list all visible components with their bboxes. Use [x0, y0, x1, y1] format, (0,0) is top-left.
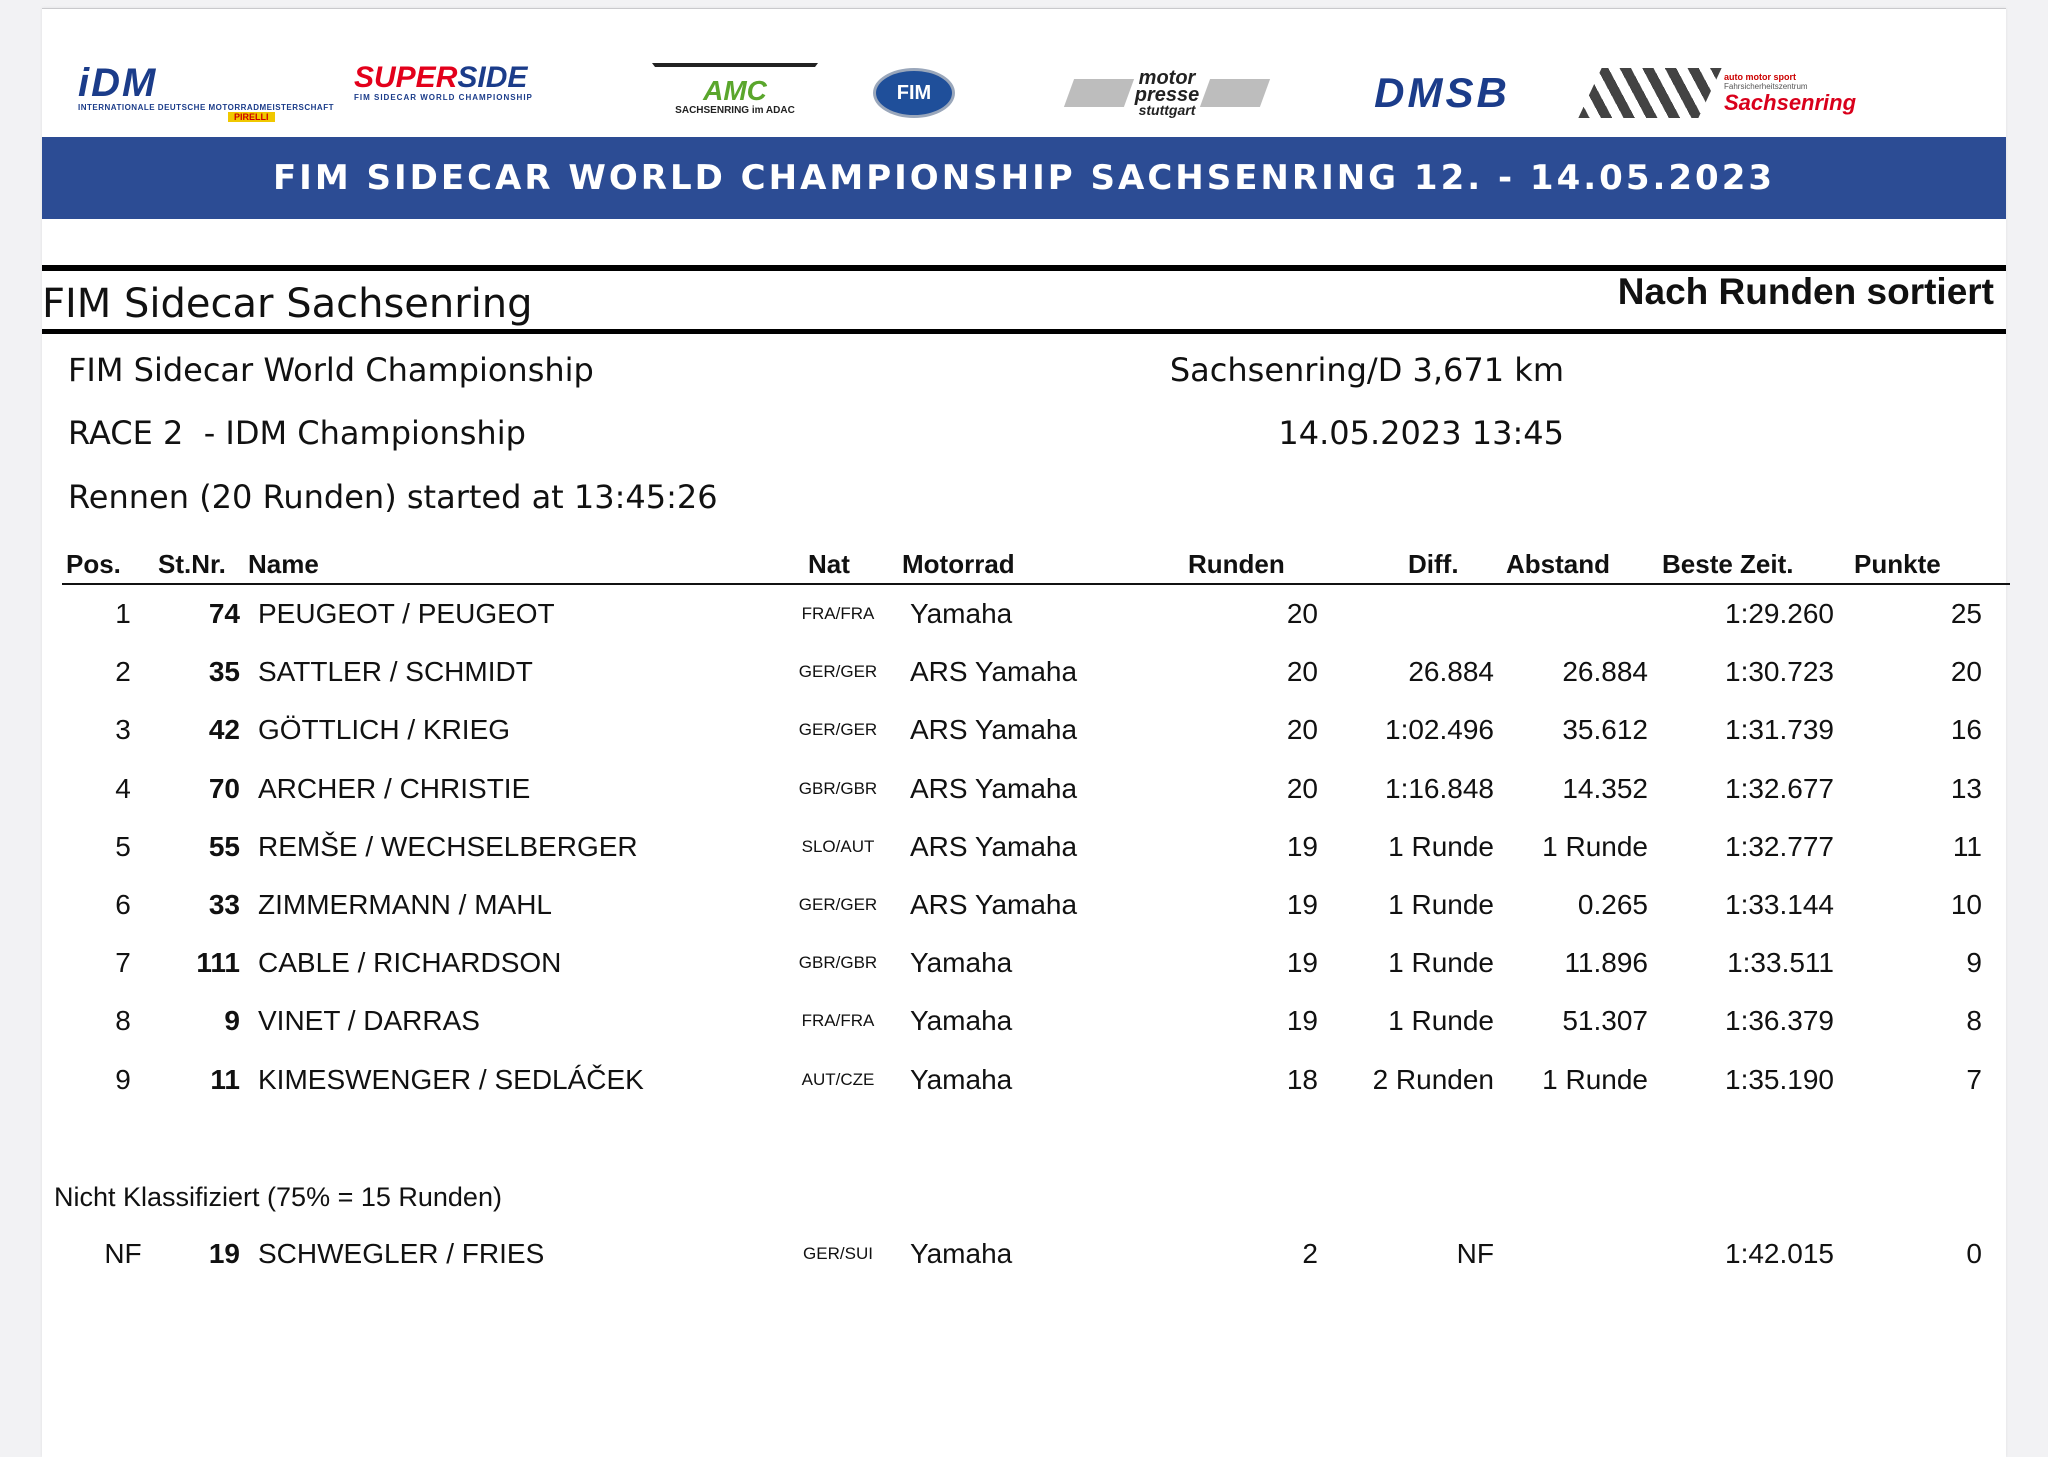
cell-laps: 20	[1286, 772, 1318, 804]
cell-name: REMŠE / WECHSELBERGER	[258, 830, 638, 862]
cell-laps: 20	[1286, 598, 1318, 629]
motorpresse-bar-right	[1200, 79, 1270, 107]
cell-points: 7	[1966, 1063, 1982, 1095]
cell-name: SCHWEGLER / FRIES	[258, 1238, 545, 1269]
sachsenring-logo	[1590, 63, 1970, 123]
cell-diff: NF	[1456, 1238, 1494, 1269]
table-row	[62, 643, 2010, 701]
cell-points: 20	[1950, 656, 1982, 688]
cell-gap: 35.612	[1562, 714, 1648, 746]
circuit-info: Sachsenring/D 3,671 km	[1169, 351, 1564, 389]
cell-laps: 19	[1286, 947, 1318, 979]
cell-name: PEUGEOT / PEUGEOT	[258, 598, 555, 629]
cell-diff: 1 Runde	[1388, 947, 1494, 979]
results-table-header	[62, 547, 2010, 585]
cell-points: 9	[1966, 947, 1982, 979]
cell-points: 0	[1966, 1238, 1982, 1269]
page-title: FIM Sidecar Sachsenring	[42, 281, 533, 327]
table-row	[62, 701, 2010, 759]
cell-stnr: 42	[208, 714, 240, 746]
cell-name: KIMESWENGER / SEDLÁČEK	[258, 1063, 644, 1095]
col-gap: Abstand	[1506, 549, 1610, 579]
cell-bike: Yamaha	[910, 1005, 1013, 1037]
championship-name: FIM Sidecar World Championship	[68, 351, 594, 389]
idm-logo-word: iDM	[78, 61, 158, 105]
cell-nat: GER/GER	[798, 720, 878, 740]
cell-points: 25	[1950, 598, 1982, 629]
table-row	[62, 585, 2010, 643]
checkered-flag-icon	[1578, 68, 1721, 118]
col-points: Punkte	[1854, 549, 1941, 579]
event-banner: FIM SIDECAR WORLD CHAMPIONSHIP SACHSENRING 12. - 14.05.2023	[42, 137, 2006, 219]
cell-pos: 6	[115, 889, 131, 920]
amc-logo	[650, 63, 820, 123]
cell-diff: 1 Runde	[1388, 889, 1494, 920]
cell-nat: GER/GER	[798, 895, 878, 914]
cell-laps: 18	[1286, 1063, 1318, 1095]
cell-best: 1:42.015	[1725, 1238, 1834, 1269]
sachsenring-top: Fahrsicherheitszentrum	[1724, 81, 1808, 91]
cell-bike: ARS Yamaha	[910, 830, 1078, 862]
cell-points: 8	[1966, 1005, 1982, 1037]
table-row	[62, 818, 2010, 876]
cell-points: 10	[1950, 889, 1982, 920]
cell-bike: Yamaha	[910, 1238, 1013, 1269]
cell-diff: 1:02.496	[1385, 714, 1494, 746]
idm-logo	[78, 63, 338, 123]
amc-logo-word: AMC	[703, 75, 767, 106]
col-diff: Diff.	[1408, 549, 1459, 579]
cell-best: 1:33.511	[1727, 947, 1834, 979]
cell-gap: 51.307	[1562, 1005, 1648, 1037]
sort-label: Nach Runden sortiert	[1617, 271, 1994, 312]
motorpresse-bar-left	[1064, 79, 1134, 107]
cell-nat: FRA/FRA	[801, 1011, 875, 1031]
title-rule-bottom	[42, 329, 2006, 334]
motorpresse-line1: motor	[1138, 66, 1196, 89]
cell-laps: 2	[1302, 1238, 1318, 1269]
cell-stnr: 9	[224, 1005, 240, 1037]
cell-laps: 19	[1286, 1005, 1318, 1037]
cell-best: 1:32.677	[1725, 772, 1834, 804]
cell-nat: SLO/AUT	[801, 836, 875, 856]
cell-diff: 2 Runden	[1372, 1063, 1494, 1095]
cell-bike: Yamaha	[910, 947, 1013, 979]
cell-gap: 1 Runde	[1542, 1063, 1648, 1095]
cell-name: VINET / DARRAS	[258, 1005, 480, 1037]
cell-diff: 1 Runde	[1388, 1005, 1494, 1037]
cell-pos: 9	[115, 1063, 131, 1095]
cell-bike: ARS Yamaha	[910, 889, 1078, 920]
col-best: Beste Zeit.	[1662, 549, 1794, 579]
cell-gap: 1 Runde	[1542, 830, 1648, 862]
race-name: RACE 2 - IDM Championship	[68, 414, 526, 452]
col-nat: Nat	[808, 549, 850, 579]
cell-diff: 26.884	[1408, 656, 1494, 688]
sponsor-logos	[42, 49, 2006, 139]
race-start-info: Rennen (20 Runden) started at 13:45:26	[68, 478, 718, 516]
cell-gap: 14.352	[1562, 772, 1648, 804]
cell-laps: 19	[1286, 889, 1318, 920]
superside-word-b: SIDE	[457, 61, 528, 94]
race-datetime: 14.05.2023 13:45	[1278, 414, 1564, 452]
cell-gap: 11.896	[1564, 947, 1648, 979]
fim-logo	[854, 63, 974, 123]
motorpresse-line2: presse	[1134, 83, 1200, 106]
cell-name: ARCHER / CHRISTIE	[258, 772, 531, 804]
dmsb-logo: DMSB	[1374, 69, 1510, 116]
cell-pos: 3	[115, 714, 131, 746]
cell-laps: 20	[1286, 714, 1318, 746]
cell-best: 1:33.144	[1725, 889, 1834, 920]
results-sheet	[42, 8, 2006, 1457]
cell-best: 1:31.739	[1725, 714, 1834, 746]
table-row	[62, 1051, 2010, 1109]
sachsenring-sponsor: auto motor sport	[1724, 71, 1796, 82]
cell-name: SATTLER / SCHMIDT	[258, 656, 533, 688]
pirelli-logo: PIRELLI	[228, 112, 275, 122]
cell-stnr: 74	[208, 598, 240, 629]
cell-nat: GER/GER	[798, 662, 878, 682]
superside-subtitle: FIM SIDECAR WORLD CHAMPIONSHIP	[354, 93, 533, 102]
cell-points: 13	[1950, 772, 1982, 804]
table-row	[62, 876, 2010, 934]
cell-stnr: 35	[208, 656, 240, 688]
cell-best: 1:36.379	[1725, 1005, 1834, 1037]
cell-stnr: 70	[208, 772, 240, 804]
col-pos: Pos.	[66, 549, 121, 579]
cell-gap: 26.884	[1562, 656, 1648, 688]
cell-bike: ARS Yamaha	[910, 772, 1078, 804]
not-classified-note: Nicht Klassifiziert (75% = 15 Runden)	[54, 1182, 502, 1212]
cell-pos: 2	[115, 656, 131, 688]
cell-pos: 5	[115, 830, 131, 862]
cell-bike: ARS Yamaha	[910, 714, 1078, 746]
cell-laps: 19	[1286, 830, 1318, 862]
cell-nat: GBR/GBR	[798, 778, 878, 798]
cell-pos: 4	[115, 772, 131, 804]
cell-bike: Yamaha	[910, 1063, 1013, 1095]
sachsenring-word: Sachsenring	[1724, 89, 1857, 115]
fim-badge: FIM	[873, 68, 955, 118]
cell-nat: GER/SUI	[803, 1244, 873, 1263]
table-row	[62, 934, 2010, 992]
cell-bike: Yamaha	[910, 598, 1013, 629]
col-stnr: St.Nr.	[158, 549, 226, 579]
idm-logo-subtitle: INTERNATIONALE DEUTSCHE MOTORRADMEISTERSCHAFT	[78, 103, 334, 112]
cell-best: 1:30.723	[1725, 656, 1834, 688]
cell-stnr: 55	[208, 830, 240, 862]
superside-word-a: SUPER	[354, 61, 458, 94]
cell-pos: 8	[115, 1005, 131, 1037]
amc-logo-subtitle: SACHSENRING im ADAC	[675, 105, 795, 116]
cell-stnr: 33	[208, 889, 240, 920]
cell-pos: 1	[115, 598, 131, 629]
cell-pos: 7	[115, 947, 131, 979]
cell-stnr: 19	[208, 1238, 240, 1269]
cell-best: 1:29.260	[1725, 598, 1834, 629]
cell-name: CABLE / RICHARDSON	[258, 947, 562, 979]
cell-name: ZIMMERMANN / MAHL	[258, 889, 552, 920]
cell-diff: 1:16.848	[1385, 772, 1494, 804]
col-laps: Runden	[1188, 549, 1285, 579]
cell-points: 16	[1950, 714, 1982, 746]
col-bike: Motorrad	[902, 549, 1015, 579]
cell-gap: 0.265	[1577, 889, 1648, 920]
table-row	[62, 760, 2010, 818]
cell-stnr: 111	[196, 947, 240, 979]
cell-stnr: 11	[210, 1063, 240, 1095]
cell-pos: NF	[104, 1238, 142, 1269]
cell-laps: 20	[1286, 656, 1318, 688]
cell-nat: AUT/CZE	[801, 1069, 875, 1089]
motorpresse-line3: stuttgart	[1138, 101, 1196, 118]
cell-name: GÖTTLICH / KRIEG	[258, 714, 511, 746]
superside-logo	[354, 63, 624, 123]
table-row	[62, 1225, 2010, 1283]
col-name: Name	[248, 549, 319, 579]
cell-bike: ARS Yamaha	[910, 656, 1078, 688]
table-row	[62, 992, 2010, 1050]
motorpresse-logo	[1042, 63, 1292, 123]
cell-diff: 1 Runde	[1388, 830, 1494, 862]
cell-points: 11	[1952, 830, 1982, 862]
cell-best: 1:32.777	[1725, 830, 1834, 862]
cell-nat: FRA/FRA	[801, 604, 875, 623]
cell-best: 1:35.190	[1725, 1063, 1834, 1095]
cell-nat: GBR/GBR	[798, 953, 878, 973]
